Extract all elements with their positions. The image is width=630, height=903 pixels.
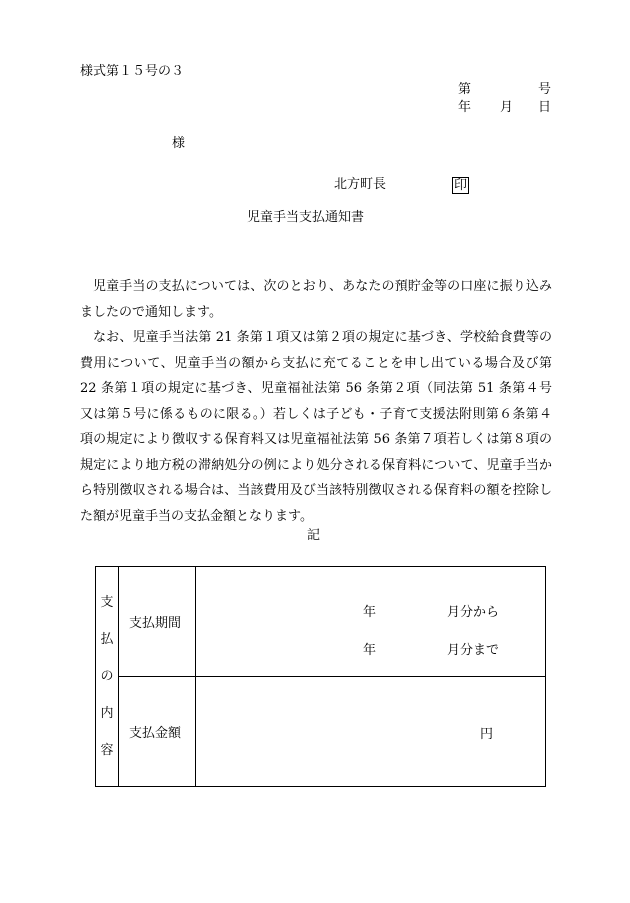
amount-label: 支払金額: [119, 677, 196, 787]
side-label-char: 容: [100, 743, 114, 758]
period-value-cell: [196, 567, 546, 677]
document-number-prefix: 第: [458, 82, 472, 97]
form-number: 様式第１５号の３: [80, 64, 185, 79]
issuer-title: 北方町長: [334, 177, 387, 192]
ki-heading: 記: [307, 528, 321, 543]
period-label: 支払期間: [119, 567, 196, 677]
date-year: 年: [458, 100, 472, 115]
side-label: [96, 567, 119, 787]
period-from-year: 年: [363, 605, 377, 620]
side-label-char: の: [100, 669, 114, 684]
side-label-char: 支: [100, 595, 114, 610]
paragraph-1: [80, 274, 552, 325]
payment-amount-row: [96, 677, 546, 787]
date-day: 日: [538, 100, 552, 115]
side-label-char: 払: [100, 632, 114, 647]
period-from-suffix: 月分から: [447, 605, 500, 620]
amount-unit: 円: [480, 727, 494, 742]
addressee-suffix: 様: [172, 136, 186, 151]
paragraph-2-text: なお、児童手当法第 21 条第１項又は第２項の規定に基づき、学校給食費等の費用について、児童手当の額から支払に充てることを申し出ている場合及び第 22 条第１項の規定に基づき、児童福祉法第 56 条第２項（同法第 51 条第４号又は第５号に係るものに限る。）若しくは子ども・子育て支援法附則第６条第４項の規定により徴収する保育料又は児童福祉法第 56 条第７項若しくは第８項の規定により地方税の滞納処分の例により処分される保育料について、児童手当から特別徴収される場合は、当該費用及び当該特別徴収される保育料の額を控除した額が児童手当の支払金額となります。: [80, 330, 552, 524]
period-to-year: 年: [363, 643, 377, 658]
side-label-char: 内: [100, 706, 114, 721]
period-to-suffix: 月分まで: [447, 643, 500, 658]
paragraph-1-text: 児童手当の支払については、次のとおり、あなたの預貯金等の口座に振り込みましたので通知します。: [80, 279, 552, 320]
date-month: 月: [500, 100, 514, 115]
payment-details-table: [95, 566, 546, 787]
paragraph-2: [80, 325, 552, 529]
amount-value-cell: [196, 677, 546, 787]
document-number-suffix: 号: [538, 82, 552, 97]
seal-mark: 印: [454, 178, 468, 193]
document-title: 児童手当支払通知書: [247, 210, 365, 225]
payment-period-row: [96, 567, 546, 677]
